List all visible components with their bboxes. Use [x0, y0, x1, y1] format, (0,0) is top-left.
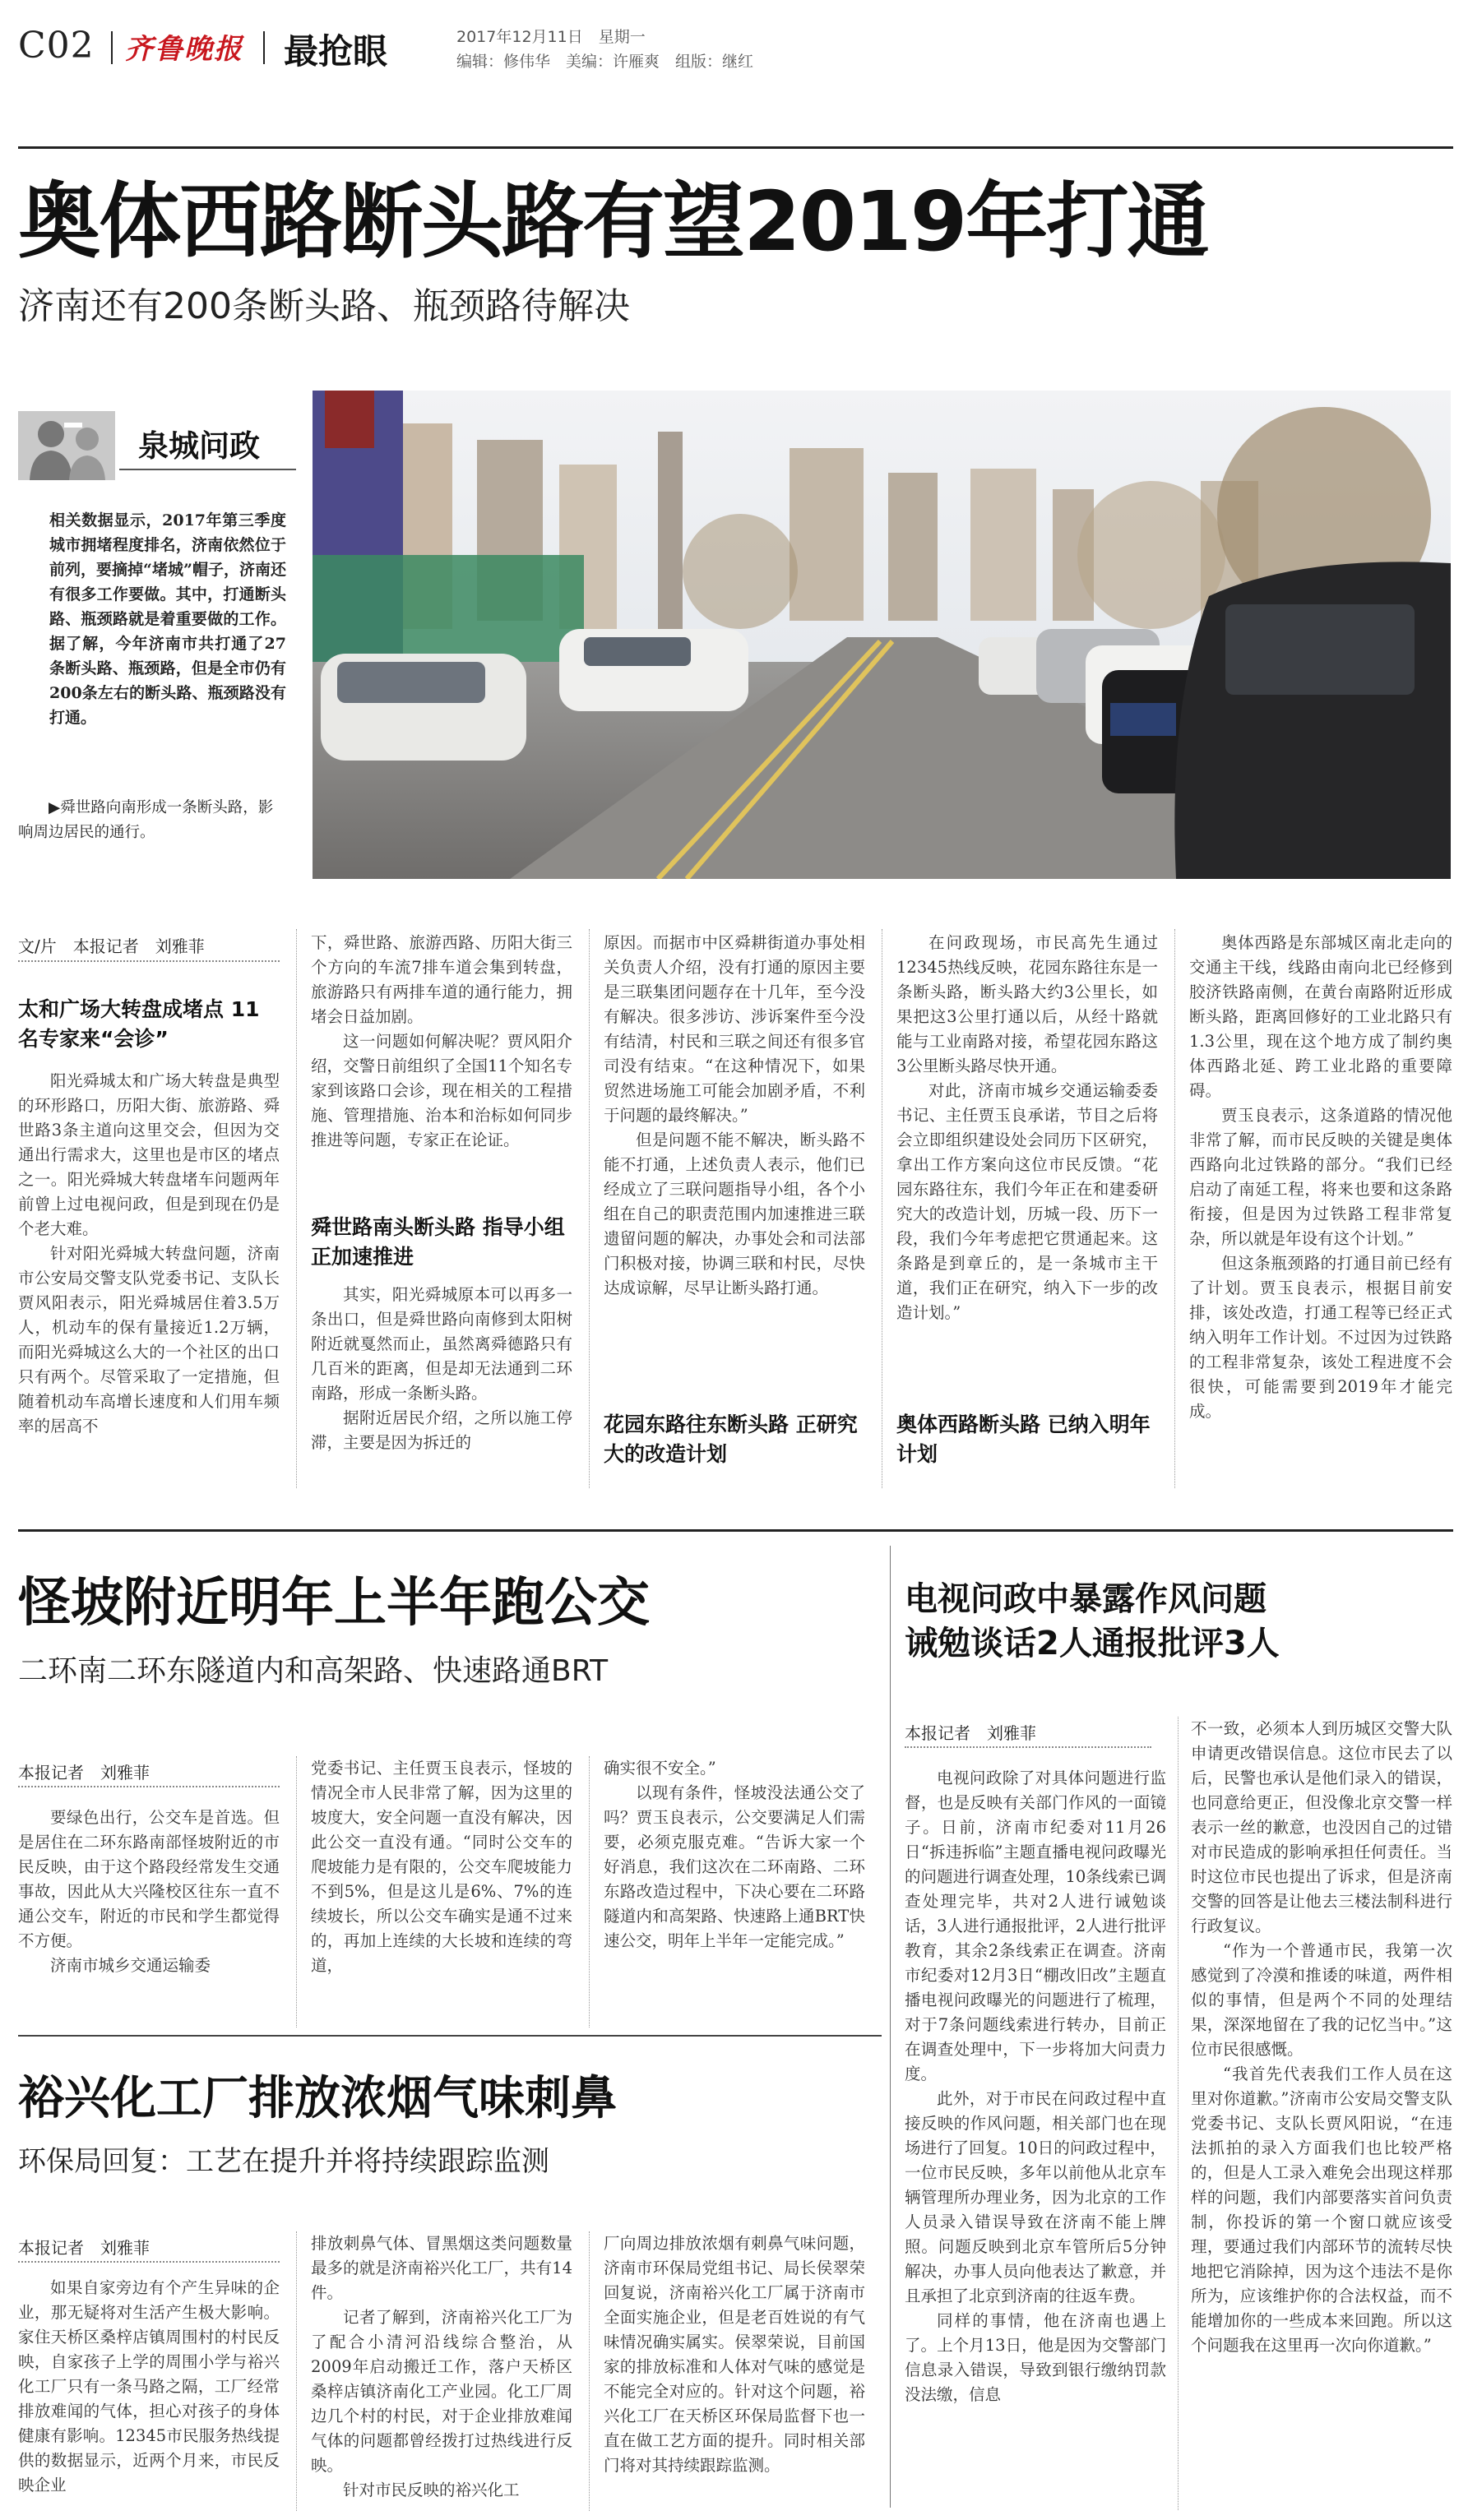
- lead-col3-text: [604, 931, 865, 1301]
- paragraph: 济南市城乡交通运输委: [50, 1956, 211, 1975]
- lead-col5-text: [1189, 931, 1452, 1424]
- byline-rule: [905, 1746, 1151, 1748]
- story4-col1-text: [905, 1766, 1166, 2407]
- street-photo-illustration: [313, 391, 1451, 879]
- paragraph: 不一致，必须本人到历城区交警大队申请更改错误信息。这位市民去了以后，民警也承认是他们录入的错误，也同意给更正，但没像北京交警一样表示一丝的歉意，也没因自己的过错对市民造成的影响承担任何责任。当时这位市民也提出了诉求，但是济南交警的回答是让他去三楼法制科进行行政复议。: [1191, 1719, 1452, 1935]
- story3-headline: 裕兴化工厂排放浓烟气味刺鼻: [18, 2072, 617, 2125]
- lead-col1-subhead: 太和广场大转盘成堵点 11名专家来“会诊”: [18, 997, 260, 1051]
- people-talking-icon: [18, 411, 115, 480]
- lead-photo: [313, 391, 1451, 879]
- lead-col2-text-b: [311, 1283, 572, 1455]
- masthead-divider: [111, 31, 113, 64]
- lead-byline: 文/片 本报记者 刘雅菲: [18, 936, 205, 956]
- story3-col1-text: [18, 2276, 280, 2498]
- lead-col3-subhead: 花园东路往东断头路 正研究大的改造计划: [604, 1413, 858, 1466]
- column-divider: [1178, 1717, 1179, 2510]
- story4-col2-text: [1191, 1717, 1452, 2358]
- lead-headline: 奥体西路断头路有望2019年打通: [18, 173, 1208, 270]
- paragraph: 阳光舜城太和广场大转盘是典型的环形路口，历阳大街、旅游路、舜世路3条主道向这里交会，但因为交通出行需求大，这里也是市区的堵点之一。阳光舜城大转盘堵车问题两年前曾上过电视问政，但是到现在仍是个老大难。: [18, 1071, 280, 1238]
- issue-date: 2017年12月11日 星期一: [456, 28, 646, 46]
- paragraph: 厂向周边排放浓烟有刺鼻气味问题，济南市环保局党组书记、局长侯翠荣回复说，济南裕兴化工厂属于济南市全面实施企业，但是老百姓说的有气味情况确实属实。侯翠荣说，目前国家的排放标准和人体对气味的感觉是不能完全对应的。针对这个问题，裕兴化工厂在天桥区环保局监督下也一直在做工艺方面的提升。同时相关部门将对其持续跟踪监测。: [604, 2234, 865, 2475]
- paragraph: 其实，阳光舜城原本可以再多一条出口，但是舜世路向南修到太阳树附近就戛然而止，虽然离舜德路只有几百米的距离，但是却无法通到二环南路，形成一条断头路。: [311, 1285, 572, 1403]
- masthead-rule: [18, 146, 1453, 149]
- story2-col3-text: [604, 1756, 865, 1954]
- paragraph: 以现有条件，怪坡没法通公交了吗？贾玉良表示，公交要满足人们需要，必须克服克难。“告诉大家一个好消息，我们这次在二环南路、二环东路改造过程中，下决心要在二环路隧道内和高架路、快速路上通BRT快速公交，明年上半年一定能完成。”: [604, 1783, 865, 1950]
- story4-headline-line2: 诫勉谈话2人通报批评3人: [905, 1625, 1280, 1662]
- lead-col2-text: [311, 931, 572, 1153]
- story3-col2-text: [311, 2231, 572, 2503]
- editors-line: 编辑：修伟华 美编：许雁爽 组版：继红: [456, 53, 754, 71]
- story4-byline: 本报记者 刘雅菲: [905, 1723, 1036, 1743]
- story3-subheadline: 环保局回复：工艺在提升并将持续跟踪监测: [18, 2145, 549, 2178]
- column-divider: [1174, 929, 1175, 1488]
- paragraph: 对此，济南市城乡交通运输委委书记、主任贾玉良承诺，节目之后将会立即组织建设处会同历下区研究，拿出工作方案向这位市民反馈。“花园东路往东，我们今年正在和建委研究大的改造计划，历城一段、历下一段，我们今年考虑把它贯通起来。这条路是到章丘的，是一条城市主干道，我们正在研究，纳入下一步的改造计划。”: [896, 1081, 1158, 1322]
- paragraph: 党委书记、主任贾玉良表示，怪坡的情况全市人民非常了解，因为这里的坡度大，安全问题一直没有解决，因此公交一直没有通。“同时公交车的爬坡能力是有限的，公交车爬坡能力不到5%，但是这儿是6%、7%的连续坡长，所以公交车确实是通不过来的，再加上连续的大长坡和连续的弯道，: [311, 1759, 572, 1975]
- story2-byline: 本报记者 刘雅菲: [18, 1763, 150, 1782]
- paragraph: “作为一个普通市民，我第一次感觉到了冷漠和推诿的味道，两件相似的事情，但是两个不同的处理结果，深深地留在了我的记忆当中。”这位市民很感慨。: [1191, 1941, 1452, 2059]
- paragraph: 要绿色出行，公交车是首选。但是居住在二环东路南部怪坡附近的市民反映，由于这个路段经常发生交通事故，因此从大兴隆校区往东一直不通公交车，附近的市民和学生都觉得不方便。: [18, 1808, 280, 1950]
- paragraph: 据附近居民介绍，之所以施工停滞，主要是因为拆迁的: [311, 1408, 572, 1452]
- story2-headline: 怪坡附近明年上半年跑公交: [18, 1573, 650, 1634]
- paper-logo: 齐鲁晚报: [125, 33, 243, 66]
- badge-label: 泉城问政: [138, 428, 260, 464]
- column-divider: [296, 929, 297, 1488]
- story3-byline: 本报记者 刘雅菲: [18, 2238, 150, 2258]
- photo-caption: ▶舜世路向南形成一条断头路，影响周边居民的通行。: [18, 799, 274, 841]
- paragraph: 在问政现场，市民高先生通过12345热线反映，花园东路往东是一条断头路，断头路大约3公里长，如果把这3公里打通以后，从经十路就能与工业南路对接，希望花园东路这3公里断头路尽快开通。: [896, 933, 1158, 1075]
- column-divider: [296, 2231, 297, 2511]
- paragraph: 确实很不安全。”: [604, 1759, 716, 1778]
- paragraph: 排放刺鼻气体、冒黑烟这类问题数量最多的就是济南裕兴化工厂，共有14件。: [311, 2234, 572, 2302]
- story2-subheadline: 二环南二环东隧道内和高架路、快速路通BRT: [18, 1654, 609, 1688]
- lead-intro: 相关数据显示，2017年第三季度城市拥堵程度排名，济南依然位于前列，要摘掉“堵城”帽子，济南还有很多工作要做。其中，打通断头路、瓶颈路就是着重要做的工作。据了解，今年济南市共打通了27条断头路、瓶颈路，但是全市仍有200条左右的断头路、瓶颈路没有打通。: [49, 511, 286, 727]
- byline-rule: [18, 2261, 280, 2263]
- paragraph: 贾玉良表示，这条道路的情况他非常了解，而市民反映的关键是奥体西路向北过铁路的部分。“我们已经启动了南延工程，将来也要和这条路衔接，但是因为过铁路工程非常复杂，所以就是年设有这个计划。”: [1189, 1106, 1452, 1248]
- story2-col1-text: [18, 1806, 280, 1978]
- paragraph: 针对市民反映的裕兴化工: [343, 2481, 520, 2499]
- lead-col2-subhead: 舜世路南头断头路 指导小组正加速推进: [311, 1215, 565, 1269]
- paragraph: 针对阳光舜城大转盘问题，济南市公安局交警支队党委书记、支队长贾风阳表示，阳光舜城居住着3.5万人，机动车的保有量接近1.2万辆，而阳光舜城这么大的一个社区的出口只有两个。尽管采取了一定措施，但随着机动车高增长速度和人们用车频率的居高不: [18, 1244, 280, 1436]
- page-code: C02: [18, 25, 95, 67]
- column-divider: [589, 1756, 590, 2028]
- paragraph: “我首先代表我们工作人员在这里对你道歉。”济南市公安局交警支队党委书记、支队长贾风阳说，“在违法抓拍的录入方面我们也比较严格的，但是人工录入难免会出现这样那样的问题，我们内部要落实首问负责制，你投诉的第一个窗口就应该受理，要通过我们内部环节的流转尽快地把它消除掉，因为这个违法不是你所为，应该维护你的合法权益，而不能增加你的一些成本来回跑。所以这个问题我在这里再一次向你道歉。”: [1191, 2065, 1452, 2355]
- paragraph: 但这条瓶颈路的打通目前已经有了计划。贾玉良表示，根据目前安排，该处改造，打通工程等已经正式纳入明年工作计划。不过因为过铁路的工程非常复杂，该处工程进度不会很快，可能需要到2019年才能完成。: [1189, 1254, 1452, 1421]
- column-divider: [589, 2231, 590, 2511]
- badge-illustration: [18, 411, 115, 480]
- story3-col3-text: [604, 2231, 865, 2478]
- paragraph: 如果自家旁边有个产生异味的企业，那无疑将对生活产生极大影响。家住天桥区桑梓店镇周围村的村民反映，自家孩子上学的周围小学与裕兴化工厂只有一条马路之隔，工厂经常排放难闻的气体，担心对孩子的身体健康有影响。12345市民服务热线提供的数据显示，近两个月来，市民反映企业: [18, 2278, 280, 2495]
- paragraph: 这一问题如何解决呢？贾风阳介绍，交警日前组织了全国11个知名专家到该路口会诊，现在相关的工程措施、管理措施、治本和治标如何同步推进等问题，专家正在论证。: [311, 1032, 572, 1149]
- paragraph: 奥体西路是东部城区南北走向的交通主干线，线路由南向北已经修到胶济铁路南侧，在黄台南路附近形成断头路，距离回修好的工业北路只有1.3公里，现在这个地方成了制约奥体西路北延、跨工业北路的重要障碍。: [1189, 933, 1452, 1100]
- byline-rule: [18, 960, 280, 962]
- paragraph: 下，舜世路、旅游西路、历阳大街三个方向的车流7排车道会集到转盘，旅游路只有两排车道的通行能力，拥堵会日益加剧。: [311, 933, 572, 1026]
- section-title: 最抢眼: [284, 31, 388, 72]
- badge-rule: [119, 469, 296, 470]
- story4-headline-line1: 电视问政中暴露作风问题: [905, 1580, 1267, 1618]
- lead-col4-subhead: 奥体西路断头路 已纳入明年计划: [896, 1413, 1151, 1466]
- masthead-divider: [263, 31, 265, 64]
- paragraph: 电视问政除了对具体问题进行监督，也是反映有关部门作风的一面镜子。日前，济南市纪委对11月26日“拆违拆临”主题直播电视问政曝光的问题进行调查处理，10条线索已调查处理完毕，共对2人进行诫勉谈话，3人进行通报批评，2人进行批评教育，其余2条线索正在调查。济南市纪委对12月3日“棚改旧改”主题直播电视问政曝光的问题进行了梳理，对于7条问题线索进行转办，目前正在调查处理中，下一步将加大问责力度。: [905, 1769, 1166, 2083]
- paragraph: 但是问题不能不解决，断头路不能不打通，上述负责人表示，他们已经成立了三联问题指导小组，各个小组在自己的职责范围内加速推进三联遗留问题的解决，办事处会和司法部门积极对接，协调三联和村民，尽快达成谅解，尽早让断头路打通。: [604, 1131, 865, 1297]
- paragraph: 记者了解到，济南裕兴化工厂为了配合小清河沿线综合整治，从2009年启动搬迁工作，落户天桥区桑梓店镇济南化工产业园。化工厂周边几个村的村民，对于企业排放难闻气体的问题都曾经拨打过热线进行反映。: [311, 2308, 572, 2475]
- column-divider: [589, 929, 590, 1488]
- section-rule: [18, 1529, 1453, 1532]
- lead-subheadline: 济南还有200条断头路、瓶颈路待解决: [18, 285, 630, 327]
- paragraph: 原因。而据市中区舜耕街道办事处相关负责人介绍，没有打通的原因主要是三联集团问题存在十几年，至今没有解决。很多涉访、涉诉案件至今没有结清，村民和三联之间还有很多官司没有结束。“在这种情况下，如果贸然进场施工可能会加剧矛盾，不利于问题的最终解决。”: [604, 933, 865, 1125]
- column-divider: [296, 1756, 297, 2028]
- section-rule: [18, 2035, 882, 2037]
- byline-rule: [18, 1786, 280, 1787]
- lead-col4-text: [896, 931, 1158, 1325]
- paragraph: 同样的事情，他在济南也遇上了。上个月13日，他是因为交警部门信息录入错误，导致到银行缴纳罚款没法缴，信息: [905, 2311, 1166, 2404]
- column-divider: [890, 1546, 891, 2508]
- lead-col1-text: [18, 1069, 280, 1439]
- paragraph: 此外，对于市民在问政过程中直接反映的作风问题，相关部门也在现场进行了回复。10日的问政过程中，一位市民反映，多年以前他从北京车辆管理所办理业务，因为北京的工作人员录入错误导致在济南不能上牌照。问题反映到北京车管所后5分钟解决，办事人员向他表达了歉意，并且承担了北京到济南的往返车费。: [905, 2089, 1166, 2305]
- story2-col2-text: [311, 1756, 572, 1978]
